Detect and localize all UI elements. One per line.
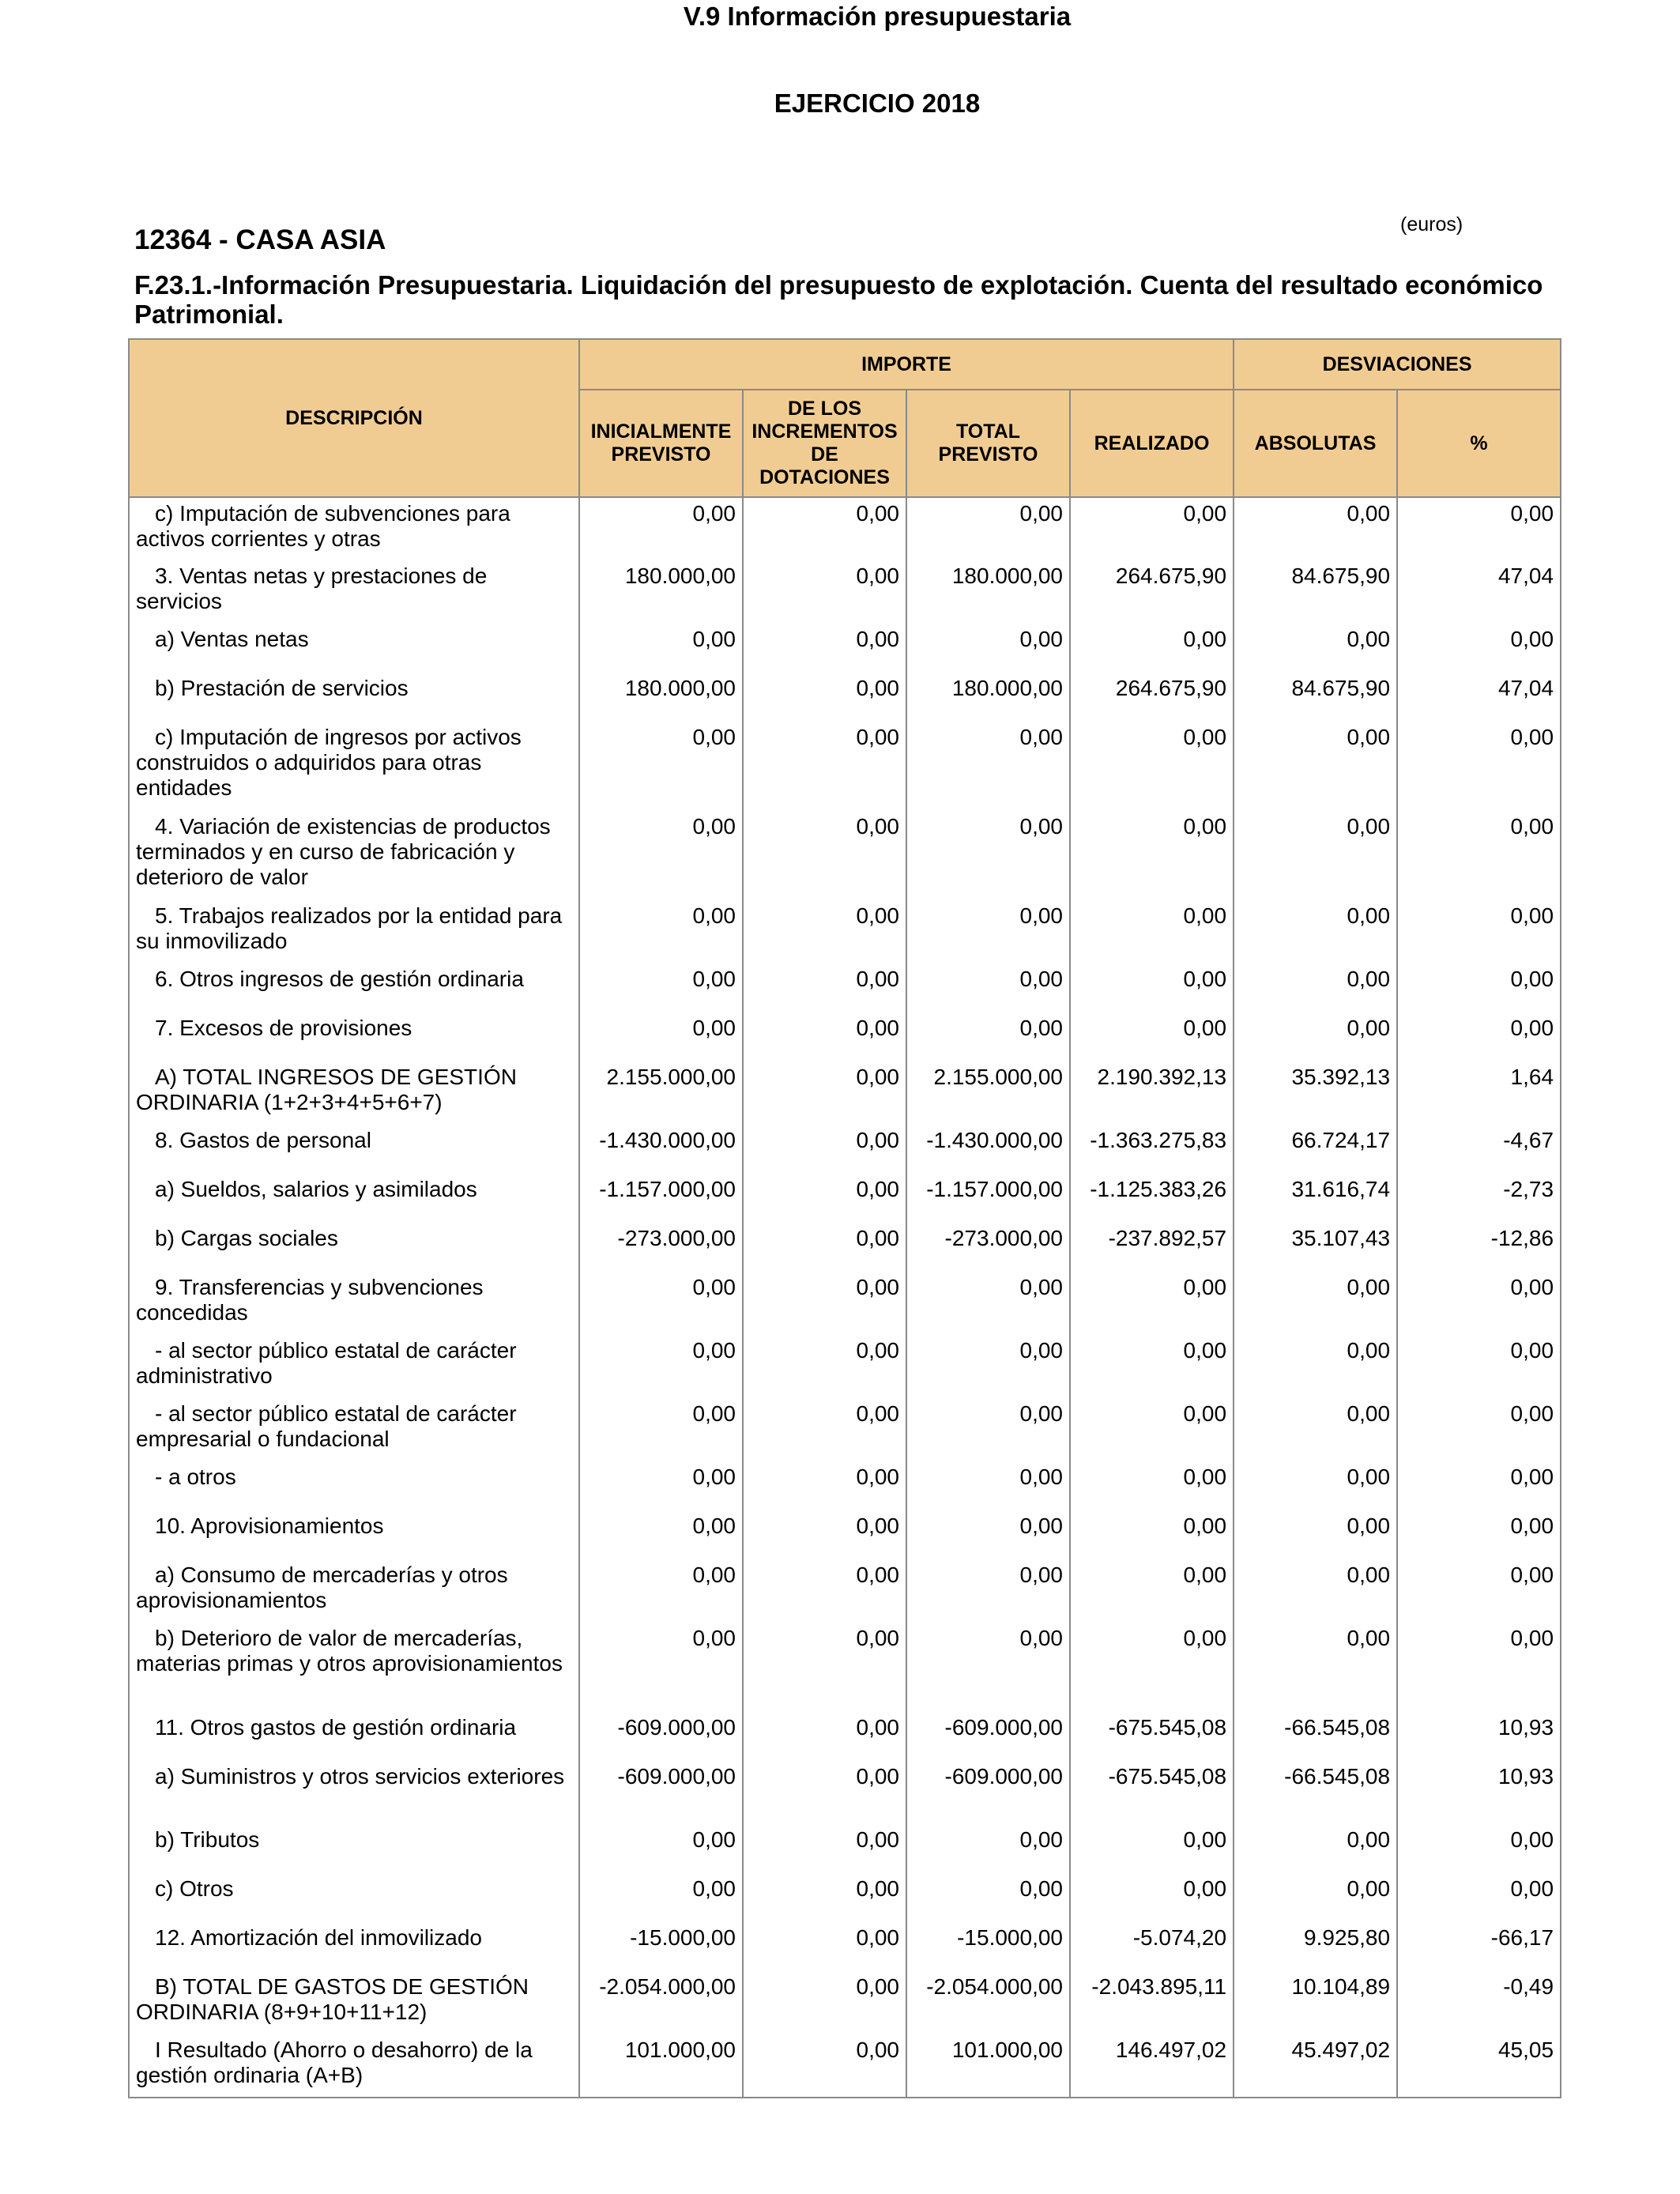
cell-realizado: -675.545,08	[1070, 1761, 1234, 1824]
cell-porcentaje: -12,86	[1397, 1223, 1561, 1272]
cell-realizado: 0,00	[1070, 963, 1234, 1012]
cell-realizado: 0,00	[1070, 1272, 1234, 1335]
col-header-realizado: REALIZADO	[1070, 390, 1234, 497]
cell-total-previsto: 180.000,00	[906, 673, 1070, 722]
col-header-descripcion: DESCRIPCIÓN	[129, 339, 579, 497]
entity-name: 12364 - CASA ASIA	[134, 224, 386, 255]
cell-inicialmente-previsto: 2.155.000,00	[579, 1061, 743, 1125]
cell-incrementos: 0,00	[743, 1824, 906, 1873]
col-header-total-previsto: TOTAL PREVISTO	[906, 390, 1070, 497]
row-description-text: I Resultado (Ahorro o desahorro) de la gestión ordinaria (A+B)	[136, 2038, 533, 2087]
cell-inicialmente-previsto: -1.430.000,00	[579, 1125, 743, 1174]
cell-realizado: -5.074,20	[1070, 1922, 1234, 1971]
cell-porcentaje: 0,00	[1397, 1623, 1561, 1712]
budget-table-body	[129, 497, 1561, 2098]
cell-realizado: 0,00	[1070, 624, 1234, 673]
cell-total-previsto: 0,00	[906, 1398, 1070, 1461]
cell-total-previsto: -2.054.000,00	[906, 1971, 1070, 2034]
row-description-text: A) TOTAL INGRESOS DE GESTIÓN ORDINARIA (1+2+3+4+5+6+7)	[136, 1065, 517, 1114]
cell-total-previsto: 0,00	[906, 624, 1070, 673]
cell-inicialmente-previsto: 0,00	[579, 963, 743, 1012]
cell-absolutas: 0,00	[1234, 963, 1397, 1012]
cell-total-previsto: 0,00	[906, 497, 1070, 560]
cell-inicialmente-previsto: 0,00	[579, 1623, 743, 1712]
table-row	[129, 900, 1561, 963]
cell-total-previsto: 0,00	[906, 722, 1070, 811]
cell-porcentaje: 0,00	[1397, 722, 1561, 811]
row-description-text: c) Otros	[155, 1876, 234, 1901]
cell-total-previsto: 101.000,00	[906, 2034, 1070, 2098]
cell-incrementos: 0,00	[743, 1012, 906, 1061]
cell-realizado: 0,00	[1070, 1461, 1234, 1510]
row-description-text: a) Consumo de mercaderías y otros aprovisionamientos	[136, 1563, 508, 1612]
row-description-text: a) Ventas netas	[155, 627, 309, 651]
cell-absolutas: 0,00	[1234, 497, 1397, 560]
cell-incrementos: 0,00	[743, 2034, 906, 2098]
cell-realizado: -1.125.383,26	[1070, 1174, 1234, 1223]
cell-total-previsto: 0,00	[906, 811, 1070, 900]
cell-inicialmente-previsto: -609.000,00	[579, 1712, 743, 1761]
cell-inicialmente-previsto: 0,00	[579, 624, 743, 673]
cell-porcentaje: 0,00	[1397, 624, 1561, 673]
cell-inicialmente-previsto: 0,00	[579, 1559, 743, 1623]
row-description-text: 9. Transferencias y subvenciones concedidas	[136, 1275, 484, 1325]
row-description	[129, 1873, 579, 1922]
cell-incrementos: 0,00	[743, 1623, 906, 1712]
cell-realizado: 0,00	[1070, 1559, 1234, 1623]
row-description-text: 3. Ventas netas y prestaciones de servicios	[136, 564, 488, 613]
table-row	[129, 1223, 1561, 1272]
row-description-text: c) Imputación de subvenciones para activos corrientes y otras	[136, 501, 510, 551]
cell-porcentaje: -4,67	[1397, 1125, 1561, 1174]
table-row	[129, 2034, 1561, 2098]
row-description	[129, 1012, 579, 1061]
cell-absolutas: 10.104,89	[1234, 1971, 1397, 2034]
row-description-text: c) Imputación de ingresos por activos construidos o adquiridos para otras entidades	[136, 725, 522, 800]
cell-inicialmente-previsto: -2.054.000,00	[579, 1971, 743, 2034]
row-description	[129, 1510, 579, 1559]
cell-porcentaje: 0,00	[1397, 1272, 1561, 1335]
cell-incrementos: 0,00	[743, 1510, 906, 1559]
cell-absolutas: 35.107,43	[1234, 1223, 1397, 1272]
table-row	[129, 811, 1561, 900]
cell-inicialmente-previsto: 0,00	[579, 722, 743, 811]
cell-realizado: -675.545,08	[1070, 1712, 1234, 1761]
cell-absolutas: 0,00	[1234, 1824, 1397, 1873]
cell-total-previsto: -15.000,00	[906, 1922, 1070, 1971]
table-row	[129, 1712, 1561, 1761]
cell-incrementos: 0,00	[743, 1761, 906, 1824]
row-description	[129, 1761, 579, 1824]
cell-absolutas: 84.675,90	[1234, 673, 1397, 722]
cell-absolutas: 66.724,17	[1234, 1125, 1397, 1174]
cell-absolutas: -66.545,08	[1234, 1712, 1397, 1761]
row-description	[129, 722, 579, 811]
cell-absolutas: 0,00	[1234, 722, 1397, 811]
row-description	[129, 900, 579, 963]
row-description-text: B) TOTAL DE GASTOS DE GESTIÓN ORDINARIA (8+9+10+11+12)	[136, 1974, 529, 2024]
cell-absolutas: 0,00	[1234, 1398, 1397, 1461]
cell-porcentaje: -66,17	[1397, 1922, 1561, 1971]
cell-inicialmente-previsto: -1.157.000,00	[579, 1174, 743, 1223]
row-description	[129, 673, 579, 722]
col-header-importe: IMPORTE	[579, 339, 1234, 390]
cell-inicialmente-previsto: 0,00	[579, 1873, 743, 1922]
cell-absolutas: -66.545,08	[1234, 1761, 1397, 1824]
cell-porcentaje: 0,00	[1397, 1559, 1561, 1623]
cell-absolutas: 0,00	[1234, 1559, 1397, 1623]
table-row	[129, 722, 1561, 811]
row-description-text: 10. Aprovisionamientos	[155, 1514, 384, 1538]
cell-porcentaje: -2,73	[1397, 1174, 1561, 1223]
cell-absolutas: 0,00	[1234, 624, 1397, 673]
table-row	[129, 1012, 1561, 1061]
cell-absolutas: 0,00	[1234, 1012, 1397, 1061]
cell-total-previsto: 0,00	[906, 1272, 1070, 1335]
cell-inicialmente-previsto: -609.000,00	[579, 1761, 743, 1824]
cell-inicialmente-previsto: 0,00	[579, 1012, 743, 1061]
table-row	[129, 1623, 1561, 1712]
cell-inicialmente-previsto: 0,00	[579, 1335, 743, 1398]
cell-realizado: 0,00	[1070, 1623, 1234, 1712]
row-description	[129, 963, 579, 1012]
cell-incrementos: 0,00	[743, 1971, 906, 2034]
cell-realizado: 146.497,02	[1070, 2034, 1234, 2098]
row-description	[129, 2034, 579, 2098]
cell-absolutas: 0,00	[1234, 900, 1397, 963]
cell-realizado: -1.363.275,83	[1070, 1125, 1234, 1174]
row-description-text: b) Cargas sociales	[155, 1226, 338, 1250]
cell-total-previsto: 180.000,00	[906, 560, 1070, 624]
cell-porcentaje: 0,00	[1397, 811, 1561, 900]
row-description	[129, 1272, 579, 1335]
cell-total-previsto: -609.000,00	[906, 1712, 1070, 1761]
row-description	[129, 1559, 579, 1623]
cell-incrementos: 0,00	[743, 811, 906, 900]
table-row	[129, 560, 1561, 624]
row-description-text: a) Suministros y otros servicios exteriores	[155, 1764, 565, 1789]
cell-incrementos: 0,00	[743, 1272, 906, 1335]
cell-inicialmente-previsto: 101.000,00	[579, 2034, 743, 2098]
cell-realizado: 0,00	[1070, 497, 1234, 560]
cell-realizado: 264.675,90	[1070, 560, 1234, 624]
row-description-text: 5. Trabajos realizados por la entidad para su inmovilizado	[136, 903, 563, 953]
cell-total-previsto: 0,00	[906, 963, 1070, 1012]
report-title: V.9 Información presupuestaria	[683, 2, 1072, 31]
row-description-text: 7. Excesos de provisiones	[155, 1016, 412, 1040]
cell-total-previsto: -609.000,00	[906, 1761, 1070, 1824]
cell-absolutas: 0,00	[1234, 1873, 1397, 1922]
row-description	[129, 624, 579, 673]
table-row	[129, 1559, 1561, 1623]
table-row	[129, 1335, 1561, 1398]
cell-absolutas: 9.925,80	[1234, 1922, 1397, 1971]
row-description-text: 4. Variación de existencias de productos terminados y en curso de fabricación y deterioro de valor	[136, 814, 551, 889]
row-description-text: 11. Otros gastos de gestión ordinaria	[155, 1715, 517, 1740]
cell-incrementos: 0,00	[743, 497, 906, 560]
cell-incrementos: 0,00	[743, 1125, 906, 1174]
cell-absolutas: 84.675,90	[1234, 560, 1397, 624]
cell-incrementos: 0,00	[743, 1873, 906, 1922]
row-description-text: - al sector público estatal de carácter administrativo	[136, 1338, 517, 1388]
cell-porcentaje: 0,00	[1397, 497, 1561, 560]
row-description-text: b) Tributos	[155, 1827, 260, 1852]
cell-realizado: -237.892,57	[1070, 1223, 1234, 1272]
cell-incrementos: 0,00	[743, 1922, 906, 1971]
cell-incrementos: 0,00	[743, 963, 906, 1012]
cell-incrementos: 0,00	[743, 624, 906, 673]
cell-realizado: 0,00	[1070, 1398, 1234, 1461]
cell-realizado: 2.190.392,13	[1070, 1061, 1234, 1125]
row-description	[129, 560, 579, 624]
cell-porcentaje: 1,64	[1397, 1061, 1561, 1125]
cell-total-previsto: -273.000,00	[906, 1223, 1070, 1272]
table-row	[129, 1272, 1561, 1335]
cell-total-previsto: -1.430.000,00	[906, 1125, 1070, 1174]
cell-absolutas: 0,00	[1234, 1623, 1397, 1712]
table-row	[129, 673, 1561, 722]
cell-inicialmente-previsto: 0,00	[579, 1824, 743, 1873]
cell-inicialmente-previsto: -273.000,00	[579, 1223, 743, 1272]
cell-porcentaje: 45,05	[1397, 2034, 1561, 2098]
row-description	[129, 811, 579, 900]
row-description	[129, 1971, 579, 2034]
cell-inicialmente-previsto: -15.000,00	[579, 1922, 743, 1971]
table-row	[129, 1510, 1561, 1559]
cell-porcentaje: 0,00	[1397, 1398, 1561, 1461]
cell-realizado: 0,00	[1070, 1335, 1234, 1398]
cell-inicialmente-previsto: 180.000,00	[579, 560, 743, 624]
cell-inicialmente-previsto: 0,00	[579, 1510, 743, 1559]
col-header-desviaciones: DESVIACIONES	[1234, 339, 1561, 390]
cell-inicialmente-previsto: 0,00	[579, 1461, 743, 1510]
cell-total-previsto: 0,00	[906, 1623, 1070, 1712]
cell-inicialmente-previsto: 0,00	[579, 900, 743, 963]
cell-incrementos: 0,00	[743, 1223, 906, 1272]
cell-absolutas: 0,00	[1234, 1335, 1397, 1398]
cell-porcentaje: 0,00	[1397, 1824, 1561, 1873]
cell-incrementos: 0,00	[743, 1461, 906, 1510]
cell-porcentaje: 0,00	[1397, 1510, 1561, 1559]
cell-total-previsto: 0,00	[906, 1335, 1070, 1398]
cell-incrementos: 0,00	[743, 560, 906, 624]
cell-total-previsto: 0,00	[906, 1510, 1070, 1559]
table-row	[129, 1873, 1561, 1922]
cell-incrementos: 0,00	[743, 673, 906, 722]
cell-inicialmente-previsto: 180.000,00	[579, 673, 743, 722]
row-description	[129, 1061, 579, 1125]
row-description	[129, 1712, 579, 1761]
cell-total-previsto: 0,00	[906, 1559, 1070, 1623]
table-row	[129, 1922, 1561, 1971]
cell-porcentaje: 10,93	[1397, 1761, 1561, 1824]
row-description-text: - al sector público estatal de carácter empresarial o fundacional	[136, 1401, 517, 1451]
cell-absolutas: 31.616,74	[1234, 1174, 1397, 1223]
cell-absolutas: 0,00	[1234, 1510, 1397, 1559]
cell-realizado: 0,00	[1070, 1012, 1234, 1061]
row-description	[129, 497, 579, 560]
cell-realizado: 0,00	[1070, 722, 1234, 811]
table-row	[129, 1061, 1561, 1125]
budget-table	[128, 338, 1561, 2098]
row-description-text: a) Sueldos, salarios y asimilados	[155, 1177, 477, 1201]
cell-absolutas: 35.392,13	[1234, 1061, 1397, 1125]
fiscal-year-heading: EJERCICIO 2018	[774, 89, 981, 118]
table-row	[129, 1398, 1561, 1461]
table-row	[129, 1125, 1561, 1174]
cell-realizado: 0,00	[1070, 811, 1234, 900]
cell-incrementos: 0,00	[743, 900, 906, 963]
cell-porcentaje: 0,00	[1397, 963, 1561, 1012]
cell-realizado: 0,00	[1070, 1824, 1234, 1873]
cell-total-previsto: 0,00	[906, 1824, 1070, 1873]
row-description	[129, 1174, 579, 1223]
col-header-absolutas: ABSOLUTAS	[1234, 390, 1397, 497]
cell-absolutas: 0,00	[1234, 811, 1397, 900]
cell-incrementos: 0,00	[743, 1712, 906, 1761]
cell-total-previsto: 2.155.000,00	[906, 1061, 1070, 1125]
table-row	[129, 624, 1561, 673]
cell-realizado: 0,00	[1070, 1873, 1234, 1922]
cell-incrementos: 0,00	[743, 1335, 906, 1398]
table-row	[129, 497, 1561, 560]
cell-realizado: 0,00	[1070, 900, 1234, 963]
row-description-text: - a otros	[155, 1465, 236, 1489]
table-row	[129, 1971, 1561, 2034]
row-description-text: b) Deterioro de valor de mercaderías, materias primas y otros aprovisionamientos	[136, 1626, 563, 1676]
cell-porcentaje: -0,49	[1397, 1971, 1561, 2034]
cell-porcentaje: 0,00	[1397, 1873, 1561, 1922]
currency-units: (euros)	[1400, 213, 1463, 236]
row-description-text: 8. Gastos de personal	[155, 1128, 371, 1152]
cell-total-previsto: 0,00	[906, 900, 1070, 963]
cell-realizado: 264.675,90	[1070, 673, 1234, 722]
row-description	[129, 1223, 579, 1272]
col-header-porcentaje: %	[1397, 390, 1561, 497]
cell-realizado: -2.043.895,11	[1070, 1971, 1234, 2034]
cell-incrementos: 0,00	[743, 1061, 906, 1125]
cell-incrementos: 0,00	[743, 722, 906, 811]
cell-porcentaje: 47,04	[1397, 560, 1561, 624]
row-description	[129, 1335, 579, 1398]
row-description-text: 6. Otros ingresos de gestión ordinaria	[155, 967, 524, 991]
cell-absolutas: 45.497,02	[1234, 2034, 1397, 2098]
cell-porcentaje: 0,00	[1397, 900, 1561, 963]
row-description	[129, 1824, 579, 1873]
cell-inicialmente-previsto: 0,00	[579, 811, 743, 900]
cell-porcentaje: 0,00	[1397, 1461, 1561, 1510]
row-description-text: 12. Amortización del inmovilizado	[155, 1925, 482, 1950]
row-description	[129, 1125, 579, 1174]
cell-realizado: 0,00	[1070, 1510, 1234, 1559]
cell-porcentaje: 0,00	[1397, 1012, 1561, 1061]
table-row	[129, 963, 1561, 1012]
row-description	[129, 1461, 579, 1510]
table-row	[129, 1174, 1561, 1223]
cell-porcentaje: 10,93	[1397, 1712, 1561, 1761]
cell-total-previsto: 0,00	[906, 1461, 1070, 1510]
cell-absolutas: 0,00	[1234, 1461, 1397, 1510]
cell-porcentaje: 47,04	[1397, 673, 1561, 722]
cell-inicialmente-previsto: 0,00	[579, 1398, 743, 1461]
cell-inicialmente-previsto: 0,00	[579, 497, 743, 560]
cell-total-previsto: -1.157.000,00	[906, 1174, 1070, 1223]
cell-incrementos: 0,00	[743, 1174, 906, 1223]
cell-incrementos: 0,00	[743, 1559, 906, 1623]
row-description	[129, 1398, 579, 1461]
cell-total-previsto: 0,00	[906, 1012, 1070, 1061]
col-header-incrementos: DE LOS INCREMENTOS DE DOTACIONES	[743, 390, 906, 497]
row-description	[129, 1922, 579, 1971]
row-description-text: b) Prestación de servicios	[155, 676, 409, 700]
cell-incrementos: 0,00	[743, 1398, 906, 1461]
cell-porcentaje: 0,00	[1397, 1335, 1561, 1398]
table-row	[129, 1461, 1561, 1510]
table-row	[129, 1761, 1561, 1824]
col-header-inicialmente-previsto: INICIALMENTE PREVISTO	[579, 390, 743, 497]
row-description	[129, 1623, 579, 1712]
cell-inicialmente-previsto: 0,00	[579, 1272, 743, 1335]
cell-absolutas: 0,00	[1234, 1272, 1397, 1335]
report-subtitle: F.23.1.-Información Presupuestaria. Liquidación del presupuesto de explotación. Cuenta del resultado económico Patrimonial.	[134, 270, 1543, 329]
cell-total-previsto: 0,00	[906, 1873, 1070, 1922]
table-row	[129, 1824, 1561, 1873]
